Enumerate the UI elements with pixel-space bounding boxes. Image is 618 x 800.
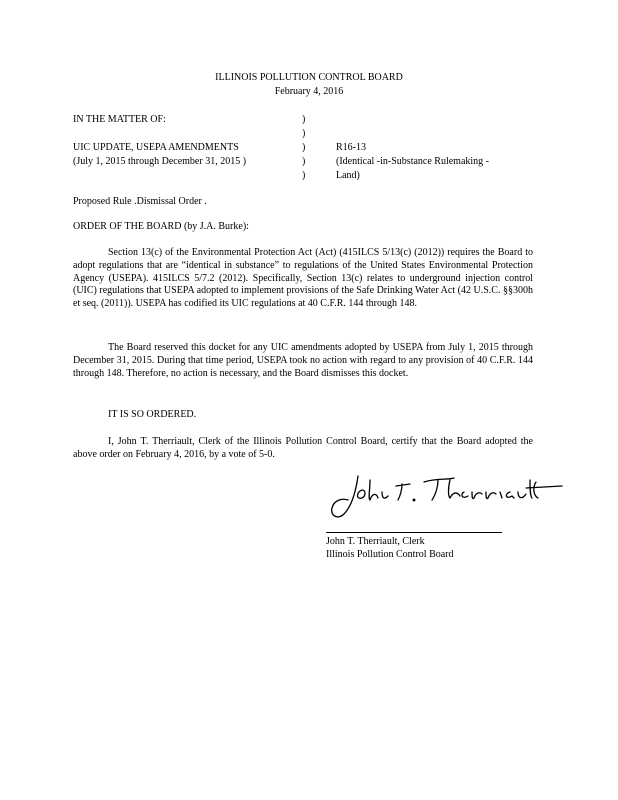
so-ordered: IT IS SO ORDERED. (108, 409, 197, 420)
signature-line (326, 532, 502, 533)
case-title-line-1: UIC UPDATE, USEPA AMENDMENTS (73, 142, 239, 153)
caption-paren: ) (302, 170, 306, 181)
signature (326, 468, 566, 524)
caption-paren: ) (302, 156, 306, 167)
order-date: February 4, 2016 (274, 86, 344, 97)
docket-number: R16-13 (336, 142, 366, 153)
docket-description-line-1: (Identical -in-Substance Rulemaking - (336, 156, 490, 167)
order-heading: ORDER OF THE BOARD (by J.A. Burke): (73, 221, 249, 232)
caption-paren: ) (302, 142, 306, 153)
paragraph-1: Section 13(c) of the Environmental Protection Act (Act) (415ILCS 5/13(c) (2012)) requires the Board to adopt regulations that are “identical in substance” to regulations of the United States Environmental Protection Agency (USEPA). 415ILCS 5/7.2 (2012). Specifically, Section 13(c) relates to underground injection control (UIC) regulations that USEPA adopted to implement provisions of the Safe Drinking Water Act (42 U.S.C. §§300h et seq. (2011)). USEPA has codified its UIC regulations at 40 C.F.R. 144 through 148. (73, 247, 533, 310)
caption-paren: ) (302, 114, 306, 125)
signatory-organization: Illinois Pollution Control Board (326, 549, 454, 560)
certification-paragraph: I, John T. Therriault, Clerk of the Illinois Pollution Control Board, certify that the Board adopted the above order on February 4, 2016, by a vote of 5-0. (73, 436, 533, 460)
proposed-rule-line: Proposed Rule .Dismissal Order . (73, 196, 207, 207)
caption-paren: ) (302, 128, 306, 139)
case-title-line-2: (July 1, 2015 through December 31, 2015 ) (73, 156, 247, 167)
signature-text: John T. Therriault (326, 468, 334, 469)
signatory-name-title: John T. Therriault, Clerk (326, 536, 425, 547)
paragraph-2: The Board reserved this docket for any UIC amendments adopted by USEPA from July 1, 2015 through December 31, 2015. During that time period, USEPA took no action with regard to any provision of 40 C.F.R. 144 through 148. Therefore, no action is necessary, and the Board dismisses this docket. (73, 342, 533, 379)
matter-of-label: IN THE MATTER OF: (73, 114, 166, 125)
agency-title: ILLINOIS POLLUTION CONTROL BOARD (215, 72, 403, 83)
docket-description-line-2: Land) (336, 170, 360, 181)
